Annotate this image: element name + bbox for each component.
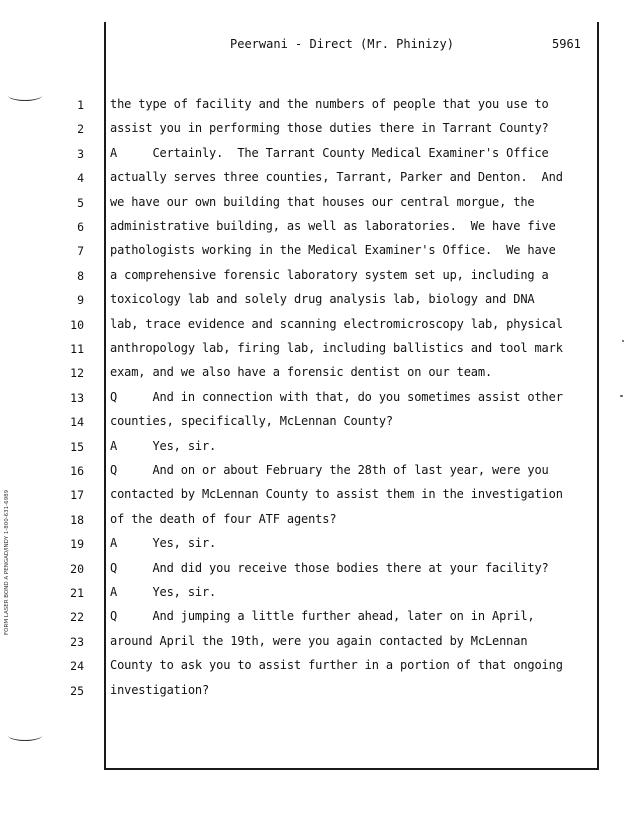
left-margin-rule xyxy=(104,22,106,770)
line-number: 15 xyxy=(70,440,84,454)
line-number: 5 xyxy=(77,196,84,210)
transcript-line-text: counties, specifically, McLennan County? xyxy=(110,414,393,428)
line-number: 6 xyxy=(77,220,84,234)
line-number: 25 xyxy=(70,684,84,698)
line-number: 18 xyxy=(70,513,84,527)
scan-speck xyxy=(620,395,623,397)
line-number: 24 xyxy=(70,659,84,673)
bottom-margin-rule xyxy=(104,768,599,770)
transcript-line-text: of the death of four ATF agents? xyxy=(110,512,337,526)
scan-speck xyxy=(622,340,624,342)
transcript-line-text: assist you in performing those duties there in Tarrant County? xyxy=(110,121,549,135)
transcript-line-text: Q And jumping a little further ahead, later on in April, xyxy=(110,609,535,623)
page-header-title: Peerwani - Direct (Mr. Phinizy) xyxy=(230,37,454,51)
transcript-line-text: contacted by McLennan County to assist them in the investigation xyxy=(110,487,563,501)
transcript-line-text: Q And in connection with that, do you sometimes assist other xyxy=(110,390,563,404)
line-number: 7 xyxy=(77,244,84,258)
form-vendor-side-text: FORM LASER BOND A PENGAD/INDY 1-800-631-6989 xyxy=(4,489,10,635)
line-number: 14 xyxy=(70,415,84,429)
transcript-line-text: the type of facility and the numbers of people that you use to xyxy=(110,97,549,111)
transcript-line-text: toxicology lab and solely drug analysis lab, biology and DNA xyxy=(110,292,535,306)
transcript-line-text: around April the 19th, were you again contacted by McLennan xyxy=(110,634,528,648)
line-number: 4 xyxy=(77,171,84,185)
punch-hole-mark-top xyxy=(8,90,42,101)
transcript-line-text: administrative building, as well as laboratories. We have five xyxy=(110,219,556,233)
line-number: 21 xyxy=(70,586,84,600)
line-number: 1 xyxy=(77,98,84,112)
transcript-line-text: lab, trace evidence and scanning electromicroscopy lab, physical xyxy=(110,317,563,331)
transcript-line-text: pathologists working in the Medical Examiner's Office. We have xyxy=(110,243,556,257)
punch-hole-mark-bottom xyxy=(8,730,42,741)
transcript-line-text: anthropology lab, firing lab, including ballistics and tool mark xyxy=(110,341,563,355)
transcript-line-text: exam, and we also have a forensic dentist on our team. xyxy=(110,365,493,379)
transcript-line-text: actually serves three counties, Tarrant, Parker and Denton. And xyxy=(110,170,563,184)
transcript-line-text: A Yes, sir. xyxy=(110,439,217,453)
right-margin-rule xyxy=(597,22,599,770)
line-number: 17 xyxy=(70,488,84,502)
transcript-line-text: a comprehensive forensic laboratory system set up, including a xyxy=(110,268,549,282)
transcript-line-text: A Certainly. The Tarrant County Medical Examiner's Office xyxy=(110,146,549,160)
transcript-line-text: investigation? xyxy=(110,683,210,697)
line-number: 2 xyxy=(77,122,84,136)
transcript-line-text: A Yes, sir. xyxy=(110,536,217,550)
line-number: 19 xyxy=(70,537,84,551)
line-number: 10 xyxy=(70,318,84,332)
transcript-line-text: County to ask you to assist further in a portion of that ongoing xyxy=(110,658,563,672)
line-number: 11 xyxy=(70,342,84,356)
line-number: 16 xyxy=(70,464,84,478)
line-number: 20 xyxy=(70,562,84,576)
line-number: 13 xyxy=(70,391,84,405)
line-number: 22 xyxy=(70,610,84,624)
line-number: 23 xyxy=(70,635,84,649)
line-number: 12 xyxy=(70,366,84,380)
transcript-line-text: we have our own building that houses our central morgue, the xyxy=(110,195,535,209)
line-number: 8 xyxy=(77,269,84,283)
line-number: 9 xyxy=(77,293,84,307)
transcript-line-text: Q And did you receive those bodies there at your facility? xyxy=(110,561,549,575)
transcript-line-text: Q And on or about February the 28th of last year, were you xyxy=(110,463,549,477)
page-number: 5961 xyxy=(552,37,581,51)
line-number: 3 xyxy=(77,147,84,161)
transcript-line-text: A Yes, sir. xyxy=(110,585,217,599)
